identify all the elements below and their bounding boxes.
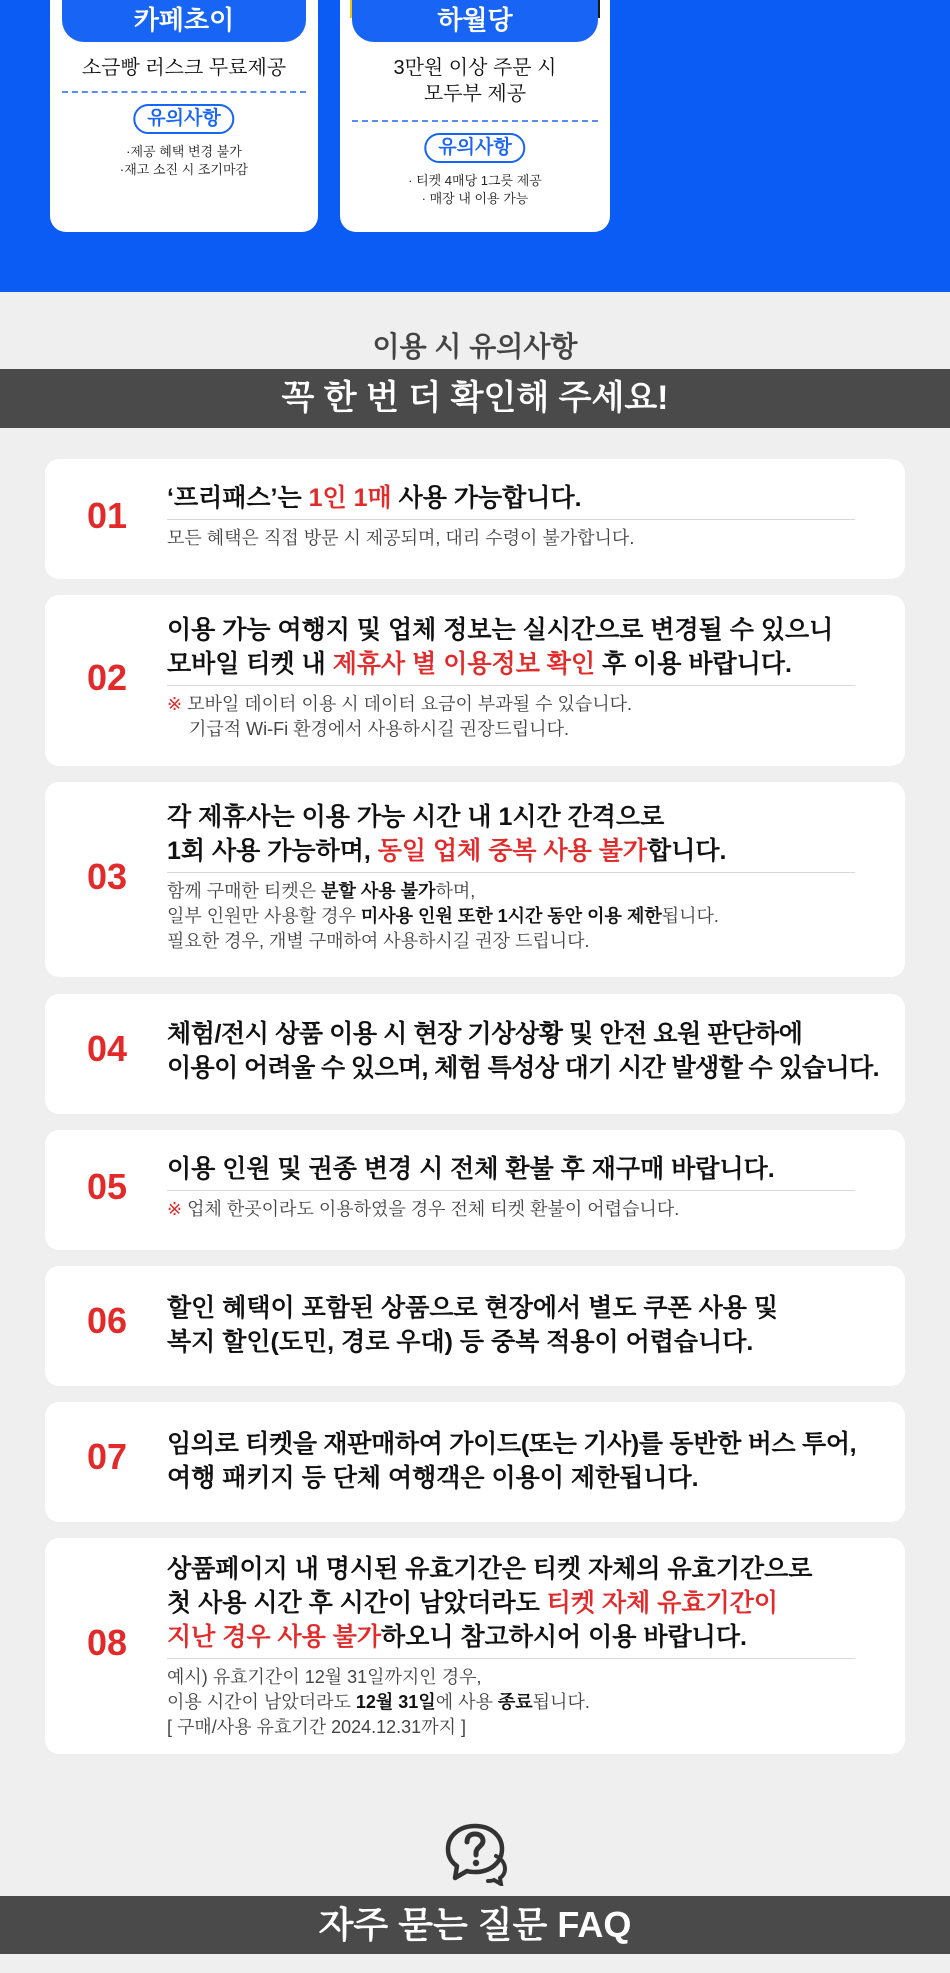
partner-card-hawoldang — [340, 0, 610, 232]
notice-item-03 — [45, 782, 905, 977]
item-title-line: 복지 할인(도민, 경로 우대) 등 중복 적용이 어렵습니다. — [167, 1328, 754, 1356]
desc-line — [167, 1690, 855, 1715]
title-highlight: 1인 1매 — [308, 484, 392, 512]
item-body — [167, 1427, 855, 1495]
desc-text: 업체 한곳이라도 이용하였을 경우 전체 티켓 환불이 어렵습니다. — [187, 1199, 680, 1219]
title-text: 합니다. — [647, 837, 727, 865]
item-body — [167, 1152, 855, 1222]
desc-text: 일부 인원만 사용할 경우 — [167, 906, 361, 926]
note-line: · 티켓 4매당 1그릇 제공 — [408, 173, 542, 188]
desc-line: [ 구매/사용 유효기간 2024.12.31까지 ] — [167, 1717, 466, 1737]
title-text: ‘프리패스’는 — [167, 484, 309, 512]
desc-text: 됩니다. — [661, 906, 719, 926]
notice-item-04 — [45, 994, 905, 1114]
title-text: 1회 사용 가능하며, — [167, 837, 378, 865]
divider — [167, 1658, 855, 1659]
item-number: 08 — [87, 1622, 128, 1663]
divider — [167, 872, 855, 873]
item-body — [167, 1017, 880, 1085]
desc-line: 기급적 Wi-Fi 환경에서 사용하시길 권장드립니다. — [189, 719, 569, 739]
desc-text: 에 사용 — [435, 1692, 498, 1712]
title-highlight: 동일 업체 중복 사용 불가 — [377, 837, 648, 865]
question-chat-icon — [442, 1820, 508, 1886]
desc-emphasis: 분할 사용 불가 — [321, 881, 436, 901]
item-title-line — [167, 1620, 855, 1654]
partner-benefit — [340, 55, 610, 107]
title-highlight: 지난 경우 사용 불가 — [167, 1623, 382, 1651]
item-title-line: 상품페이지 내 명시된 유효기간은 티켓 자체의 유효기간으로 — [167, 1555, 813, 1583]
item-number: 07 — [87, 1436, 128, 1477]
item-title-line: 이용이 어려울 수 있으며, 체험 특성상 대기 시간 발생할 수 있습니다. — [167, 1054, 880, 1082]
notice-item-01 — [45, 459, 905, 579]
note-line: ·제공 혜택 변경 불가 — [126, 144, 242, 159]
item-title-line — [167, 647, 855, 681]
faq-title-bar: 자주 묻는 질문 FAQ — [0, 1896, 950, 1954]
desc-text: 이용 시간이 남았더라도 — [167, 1692, 356, 1712]
item-body — [167, 1291, 855, 1359]
item-desc — [167, 879, 855, 954]
item-body — [167, 800, 855, 954]
item-title: 이용 인원 및 권종 변경 시 전체 환불 후 재구매 바랍니다. — [167, 1155, 775, 1183]
partner-card-cafe-choi — [50, 0, 318, 232]
divider — [62, 91, 306, 93]
item-number: 04 — [87, 1028, 128, 1069]
partner-notes — [50, 143, 318, 179]
benefit-line: 모두부 제공 — [423, 83, 527, 105]
divider — [167, 1190, 855, 1191]
item-desc — [167, 692, 855, 742]
title-highlight: 티켓 자체 유효기간이 — [546, 1589, 779, 1617]
title-text: 하오니 참고하시어 이용 바랍니다. — [381, 1623, 747, 1651]
item-number: 05 — [87, 1166, 128, 1207]
desc-line — [167, 692, 855, 717]
item-desc: 모든 혜택은 직접 방문 시 제공되며, 대리 수령이 불가합니다. — [167, 528, 635, 548]
partner-benefit: 소금빵 러스크 무료제공 — [81, 57, 287, 79]
partner-notes — [340, 172, 610, 208]
divider — [352, 120, 598, 122]
title-text: 모바일 티켓 내 — [167, 650, 333, 678]
notice-title-bar: 꼭 한 번 더 확인해 주세요! — [0, 369, 950, 428]
notice-pill: 유의사항 — [424, 133, 525, 163]
title-highlight: 제휴사 별 이용정보 확인 — [332, 650, 596, 678]
partner-section — [0, 0, 950, 292]
desc-emphasis: 12월 31일 — [355, 1692, 436, 1712]
notice-item-05 — [45, 1130, 905, 1250]
item-desc — [167, 1197, 855, 1222]
reference-mark: ※ — [167, 1199, 183, 1219]
desc-line: 필요한 경우, 개별 구매하여 사용하시길 권장 드립니다. — [167, 931, 590, 951]
desc-emphasis: 종료 — [497, 1692, 533, 1712]
desc-text: 하며, — [435, 881, 476, 901]
desc-text: 함께 구매한 티켓은 — [167, 881, 322, 901]
note-line: · 매장 내 이용 가능 — [421, 191, 529, 206]
item-title-line: 여행 패키지 등 단체 여행객은 이용이 제한됩니다. — [167, 1464, 699, 1492]
item-number: 06 — [87, 1300, 128, 1341]
item-title-line: 임의로 티켓을 재판매하여 가이드(또는 기사)를 동반한 버스 투어, — [167, 1430, 857, 1458]
item-body — [167, 1552, 855, 1740]
item-title — [167, 481, 855, 515]
title-text: 첫 사용 시간 후 시간이 남았더라도 — [167, 1589, 547, 1617]
item-title-line: 이용 가능 여행지 및 업체 정보는 실시간으로 변경될 수 있으니 — [167, 616, 834, 644]
desc-text: 모바일 데이터 이용 시 데이터 요금이 부과될 수 있습니다. — [187, 694, 633, 714]
notice-item-06 — [45, 1266, 905, 1386]
reference-mark: ※ — [167, 694, 183, 714]
notice-subtitle: 이용 시 유의사항 — [372, 331, 578, 362]
item-body — [167, 613, 855, 742]
item-number: 01 — [87, 495, 128, 536]
desc-emphasis: 미사용 인원 또한 1시간 동안 이용 제한 — [360, 906, 662, 926]
notice-pill: 유의사항 — [133, 104, 234, 134]
divider — [167, 519, 855, 520]
item-body — [167, 481, 855, 551]
item-title-line: 체험/전시 상품 이용 시 현장 기상상황 및 안전 요원 판단하에 — [167, 1020, 803, 1048]
desc-text: 됩니다. — [532, 1692, 590, 1712]
benefit-line: 3만원 이상 주문 시 — [393, 57, 557, 79]
notice-item-02 — [45, 595, 905, 766]
divider — [167, 685, 855, 686]
item-title-line: 할인 혜택이 포함된 상품으로 현장에서 별도 쿠폰 사용 및 — [167, 1294, 779, 1322]
title-text: 후 이용 바랍니다. — [595, 650, 792, 678]
item-title-line — [167, 1586, 855, 1620]
notice-item-08 — [45, 1538, 905, 1754]
title-text: 사용 가능합니다. — [391, 484, 582, 512]
partner-name-badge: 하월당 — [352, 0, 598, 42]
item-desc — [167, 1665, 855, 1740]
item-number: 02 — [87, 657, 128, 698]
item-title-line: 각 제휴사는 이용 가능 시간 내 1시간 간격으로 — [167, 803, 665, 831]
notice-item-07 — [45, 1402, 905, 1522]
desc-line: 예시) 유효기간이 12월 31일까지인 경우, — [167, 1667, 482, 1687]
item-title-line — [167, 834, 855, 868]
desc-line — [167, 904, 855, 929]
note-line: ·재고 소진 시 조기마감 — [119, 162, 249, 177]
desc-line — [167, 879, 855, 904]
item-number: 03 — [87, 856, 128, 897]
partner-name-badge: 카페초이 — [62, 0, 306, 42]
